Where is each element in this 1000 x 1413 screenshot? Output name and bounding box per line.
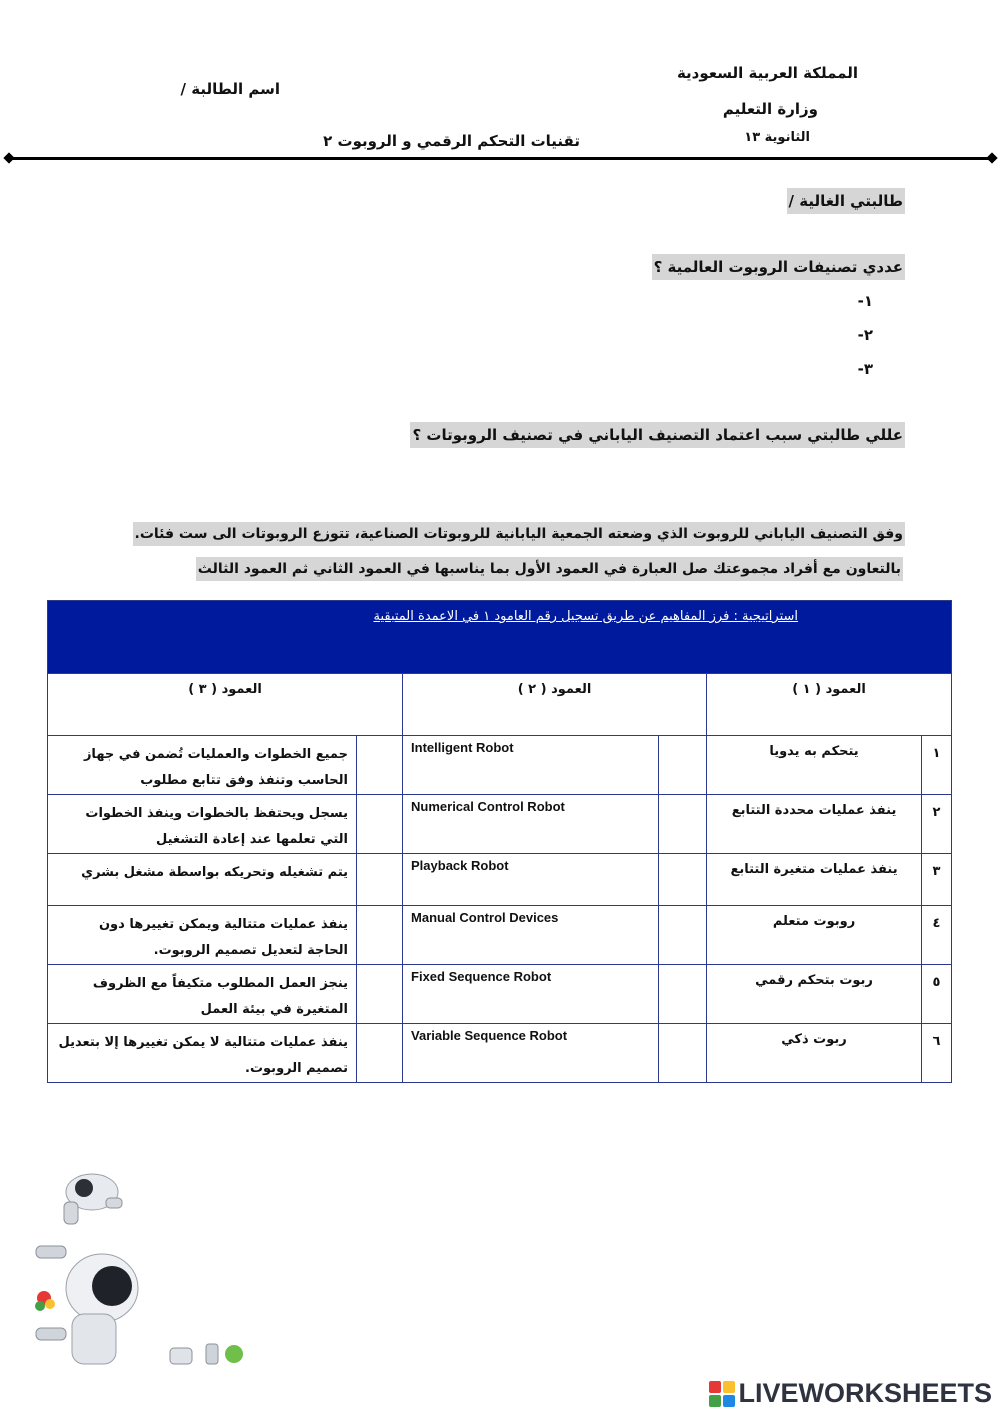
divider-left-end [3,152,14,163]
greeting: طالبتي الغالية / [787,188,905,214]
strategy-banner: استراتيجية : فرز المفاهيم عن طريق تسجيل رقم العامود ١ في الاعمدة المتبقية [48,601,952,674]
country-name: المملكة العربية السعودية [676,64,858,82]
intro-line-1: وفق التصنيف الياباني للروبوت الذي وضعته الجمعية اليابانية للروبوتات الصناعية، تتوزع الروبوتات الى ست فئات. [133,522,906,546]
column-1-cell: روبوت متعلم [707,906,922,965]
table-row [48,854,952,906]
row-number: ٣ [922,854,952,906]
column-1-header: العمود ( ١ ) [707,674,952,736]
liveworksheets-logo-icon [709,1381,735,1407]
answer-line-3[interactable]: ٣- [857,360,873,378]
column-3-answer-box[interactable] [357,1024,403,1083]
header-divider [8,157,992,160]
column-2-answer-box[interactable] [659,736,707,795]
table-row [48,795,952,854]
ministry-name: وزارة التعليم [722,100,818,118]
table-row [48,906,952,965]
column-3-cell: ينفذ عمليات متتالية ويمكن تغييرها دون الحاجة لتعديل تصميم الروبوت. [48,906,357,965]
column-3-cell: يسجل ويحتفظ بالخطوات وينفذ الخطوات التي تعلمها عند إعادة التشغيل [48,795,357,854]
column-1-cell: يتحكم به يدويا [707,736,922,795]
column-2-cell: Manual Control Devices [403,906,659,965]
column-1-cell: ينفذ عمليات متغيرة التتابع [707,854,922,906]
column-2-answer-box[interactable] [659,965,707,1024]
column-2-answer-box[interactable] [659,854,707,906]
column-3-cell: ينجز العمل المطلوب متكيفاً مع الظروف المتغيرة في بيئة العمل [48,965,357,1024]
column-2-header: العمود ( ٢ ) [403,674,707,736]
row-number: ٤ [922,906,952,965]
table-row [48,965,952,1024]
column-2-answer-box[interactable] [659,906,707,965]
row-number: ٢ [922,795,952,854]
column-3-cell: يتم تشغيله وتحريكه بواسطة مشغل بشري [48,854,357,906]
liveworksheets-logo [709,1378,992,1409]
divider-right-end [986,152,997,163]
table-row [48,736,952,795]
mini-robots-illustration [168,1338,248,1368]
column-3-header: العمود ( ٣ ) [48,674,403,736]
column-1-cell: ينفذ عمليات محددة التتابع [707,795,922,854]
large-robot-illustration [32,1236,144,1368]
column-3-answer-box[interactable] [357,736,403,795]
row-number: ٥ [922,965,952,1024]
column-1-cell: ربوت بتحكم رقمي [707,965,922,1024]
column-2-cell: Fixed Sequence Robot [403,965,659,1024]
school-name: الثانوية ١٣ [744,130,810,145]
row-number: ١ [922,736,952,795]
column-3-answer-box[interactable] [357,906,403,965]
column-2-cell: Playback Robot [403,854,659,906]
column-3-answer-box[interactable] [357,795,403,854]
student-name-label: اسم الطالبة / [180,80,280,98]
question-2: عللي طالبتي سبب اعتماد التصنيف الياباني في تصنيف الروبوتات ؟ [410,422,905,448]
column-3-cell: جميع الخطوات والعمليات تُضمن في جهاز الحاسب وتنفذ وفق تتابع مطلوب [48,736,357,795]
intro-line-2: بالتعاون مع أفراد مجموعتك صل العبارة في العمود الأول بما يناسبها في العمود الثاني ثم العمود الثالث [196,557,903,581]
column-3-answer-box[interactable] [357,965,403,1024]
column-2-cell: Intelligent Robot [403,736,659,795]
question-1: عددي تصنيفات الروبوت العالمية ؟ [652,254,905,280]
table-row [48,1024,952,1083]
column-2-cell: Variable Sequence Robot [403,1024,659,1083]
matching-table [47,600,952,1083]
column-3-answer-box[interactable] [357,854,403,906]
answer-line-1[interactable]: ١- [857,292,873,310]
subject-title: تقنيات التحكم الرقمي و الروبوت ٢ [323,132,580,150]
row-number: ٦ [922,1024,952,1083]
column-1-cell: ربوت ذكي [707,1024,922,1083]
liveworksheets-logo-text: LIVEWORKSHEETS [738,1378,992,1408]
column-2-cell: Numerical Control Robot [403,795,659,854]
small-robot-illustration [50,1158,130,1230]
column-2-answer-box[interactable] [659,795,707,854]
answer-line-2[interactable]: ٢- [857,326,873,344]
column-2-answer-box[interactable] [659,1024,707,1083]
column-3-cell: ينفذ عمليات متتالية لا يمكن تغييرها إلا بتعديل تصميم الروبوت. [48,1024,357,1083]
